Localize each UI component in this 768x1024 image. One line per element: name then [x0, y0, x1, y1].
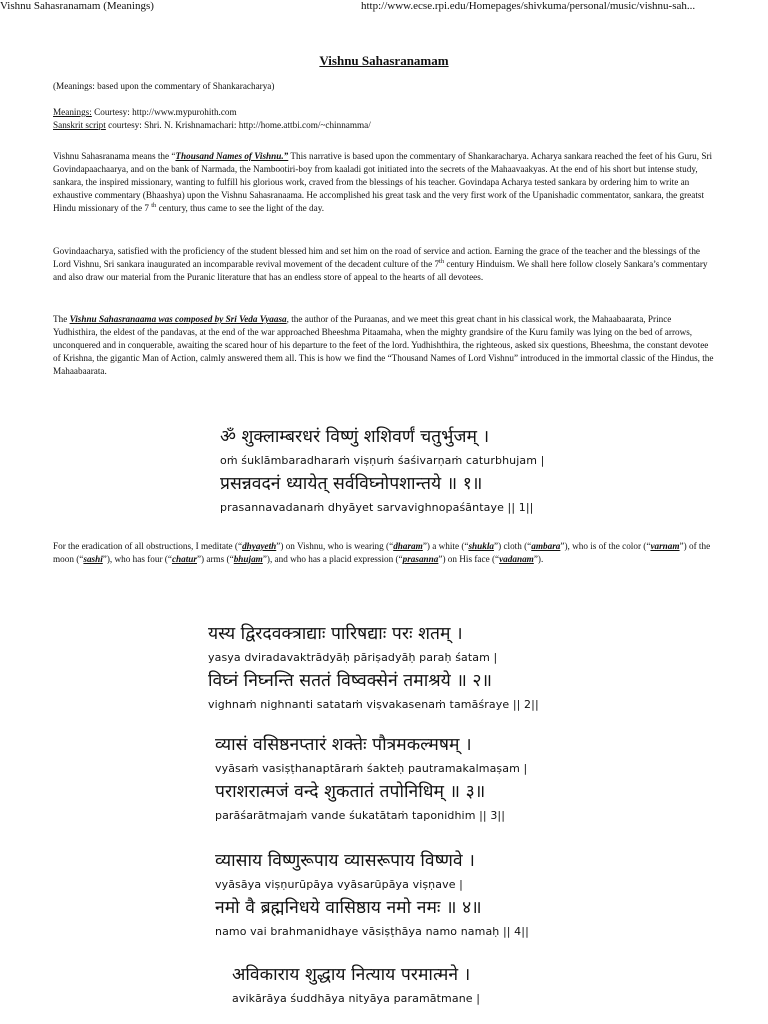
header-page-title: Vishnu Sahasranamam (Meanings) — [0, 0, 154, 12]
verse-4-transliteration-line-1: vyāsāya viṣṇurūpāya vyāsarūpāya viṣṇave | — [215, 878, 463, 891]
p2-text-a: Govindaacharya, satisfied with the proficiency of the student blessed him and set him on the road of service and action. Earning the grace of the teacher and the blessings of the Lord Vishnu, Sri sankara inaugurated an incomparable revival movement of the decadent culture of the 7 — [53, 246, 700, 269]
meaning-text: ”) a white (“ — [422, 541, 469, 551]
verse-1-meaning — [53, 540, 717, 566]
verse-4-transliteration-line-2: namo vai brahmanidhaye vāsiṣṭhāya namo namaḥ || 4|| — [215, 925, 529, 938]
p2-superscript: th — [439, 257, 445, 265]
verse-4-devanagari-line-1: व्यासाय विष्णुरूपाय व्यासरूपाय विष्णवे । — [215, 851, 475, 871]
p1-text-a: Vishnu Sahasranama means the “ — [53, 151, 176, 161]
p1-text-c: century, thus came to see the light of the day. — [156, 203, 325, 213]
verse-4 — [215, 848, 529, 938]
header-url[interactable]: http://www.ecse.rpi.edu/Homepages/shivkuma/personal/music/vishnu-sah... — [361, 0, 696, 12]
meaning-word: dharam — [393, 541, 423, 551]
verse-3-devanagari-line-2: पराशरात्मजं वन्दे शुकतातं तपोनिधिम् ॥ ३॥ — [215, 782, 486, 802]
meaning-word: ambara — [531, 541, 561, 551]
verse-4-devanagari-line-2: नमो वै ब्रह्मनिधये वासिष्ठाय नमो नमः ॥ ४॥ — [215, 898, 482, 918]
verse-5-transliteration-line-1: avikārāya śuddhāya nityāya paramātmane | — [232, 992, 481, 1005]
meaning-text: ”) of the moon (“ — [53, 541, 711, 564]
p1-text-b: This narrative is based upon the commentary of Shankaracharya. Acharya sankara reached the feet of his Guru, Sri Govindapaachaarya, and on the bank of Narmada, the Nambootiri-boy from kaaladi got initiated into the secrets of the Mahaavaakyas. At the end of his short but intense study, sankara, the inspired missionary, wanting to fulfill his glorious work, craved from the blessings of his teacher. Govindapa Acharya tested sankara by ordering him to write an exhaustive commentary (Bhaashya) upon the Vishnu Sahasranaama. He accomplished his great task and the very first work of the Upanishadic commentator, sankara, the greatst Hindu missionary of the 7 — [53, 151, 713, 213]
verse-2 — [208, 621, 539, 711]
document-title: Vishnu Sahasranamam — [319, 53, 449, 68]
meaning-word: chatur — [171, 554, 197, 564]
intro-block — [53, 80, 717, 132]
sanskrit-courtesy — [53, 119, 717, 132]
meaning-text: ”), and who has a placid expression (“ — [262, 554, 403, 564]
verse-3-devanagari-line-1: व्यासं वसिष्ठनप्तारं शक्तेः पौत्रमकल्मषम् । — [215, 735, 472, 755]
p3-emphasis: Vishnu Sahasranaama was composed by Sri Veda Vyaasa — [69, 314, 287, 324]
meaning-word: sashi — [83, 554, 103, 564]
meaning-word: dhyayeth — [242, 541, 277, 551]
paragraph-1 — [53, 150, 717, 215]
meaning-text: For the eradication of all obstructions, I meditate (“ — [53, 541, 243, 551]
meaning-text: ”). — [533, 554, 544, 564]
meaning-text: ”) arms (“ — [196, 554, 234, 564]
meaning-word: prasanna — [402, 554, 439, 564]
p3-text-a: The — [53, 314, 70, 324]
p1-emphasis: Thousand Names of Vishnu.” — [175, 151, 289, 161]
meaning-word: varnam — [650, 541, 680, 551]
meaning-word: vadanam — [499, 554, 534, 564]
verse-3-transliteration-line-2: parāśarātmajaṁ vande śukatātaṁ taponidhim || 3|| — [215, 809, 506, 822]
verse-5-devanagari-line-1: अविकाराय शुद्धाय नित्याय परमात्मने । — [232, 965, 471, 985]
verse-2-transliteration-line-1: yasya dviradavaktrādyāḥ pāriṣadyāḥ paraḥ śatam | — [208, 651, 498, 664]
meaning-word: bhujam — [233, 554, 263, 564]
commentary-note: (Meanings: based upon the commentary of Shankaracharya) — [53, 81, 275, 91]
verse-2-transliteration-line-2: vighnaṁ nighnanti satataṁ viṣvakasenaṁ tamāśraye || 2|| — [208, 698, 539, 711]
verse-1-transliteration-line-1: oṁ śuklāmbaradharaṁ viṣṇuṁ śaśivarṇaṁ caturbhujam | — [220, 454, 545, 467]
meaning-word: shukla — [468, 541, 495, 551]
verse-1-devanagari-line-2: प्रसन्नवदनं ध्यायेत् सर्वविघ्नोपशान्तये ॥ १॥ — [220, 474, 483, 494]
sanskrit-label: Sanskrit script — [53, 120, 106, 130]
meanings-courtesy — [53, 106, 717, 119]
meaning-text: ”) on Vishnu, who is wearing (“ — [276, 541, 394, 551]
verse-5 — [232, 962, 480, 1005]
p2-text-b: century Hinduism. We shall here follow closely Sankara’s commentary and also draw our material from the Puranic literature that has an endless store of appeal to the hearts of all devotees. — [53, 259, 708, 282]
verse-2-devanagari-line-2: विघ्नं निघ्नन्ति सततं विष्वक्सेनं तमाश्रये ॥ २॥ — [208, 671, 492, 691]
meanings-text: Courtesy: http://www.mypurohith.com — [91, 107, 237, 117]
verse-2-devanagari-line-1: यस्य द्विरदवक्त्राद्याः पारिषद्याः परः शतम् । — [208, 624, 463, 644]
meanings-label: Meanings: — [53, 107, 92, 117]
page-header — [0, 0, 768, 14]
meaning-text: ”) cloth (“ — [494, 541, 532, 551]
verse-1 — [220, 424, 544, 514]
verse-1-devanagari-line-1: ॐ शुक्लाम्बरधरं विष्णुं शशिवर्णं चतुर्भुजम् । — [220, 427, 490, 447]
meaning-text: ”), who has four (“ — [102, 554, 172, 564]
verse-3 — [215, 732, 527, 822]
meaning-text: ”), who is of the color (“ — [560, 541, 651, 551]
verse-3-transliteration-line-1: vyāsaṁ vasiṣṭhanaptāraṁ śakteḥ pautramakalmaṣam | — [215, 762, 528, 775]
paragraph-3 — [53, 313, 717, 378]
paragraph-2 — [53, 245, 717, 284]
verse-1-transliteration-line-2: prasannavadanaṁ dhyāyet sarvavighnopaśāntaye || 1|| — [220, 501, 534, 514]
meaning-text: ”) on His face (“ — [438, 554, 500, 564]
p1-superscript: th — [151, 201, 157, 209]
sanskrit-text: courtesy: Shri. N. Krishnamachari: http://home.attbi.com/~chinnamma/ — [105, 120, 371, 130]
p3-text-b: , the author of the Puraanas, and we meet this great chant in his classical work, the Mahaabaarata, Prince Yudhisthira, the eldest of the pandavas, at the end of the war approached Bheeshma Pitaamaha, when the mighty grandsire of the Kuru family was lying on the bed of arrows, unconquered and in conquerable, awaiting the scared hour of his departure to the feet of the lord. Yudhishthira, the righteous, asked six questions, Bheeshma, the constant devotee of Krishna, the gigantic Man of Action, calmly answered them all. This is how we find the “Thousand Names of Lord Vishnu” introduced in the immortal classic of the Hindus, the Mahaabaarata. — [53, 314, 714, 376]
